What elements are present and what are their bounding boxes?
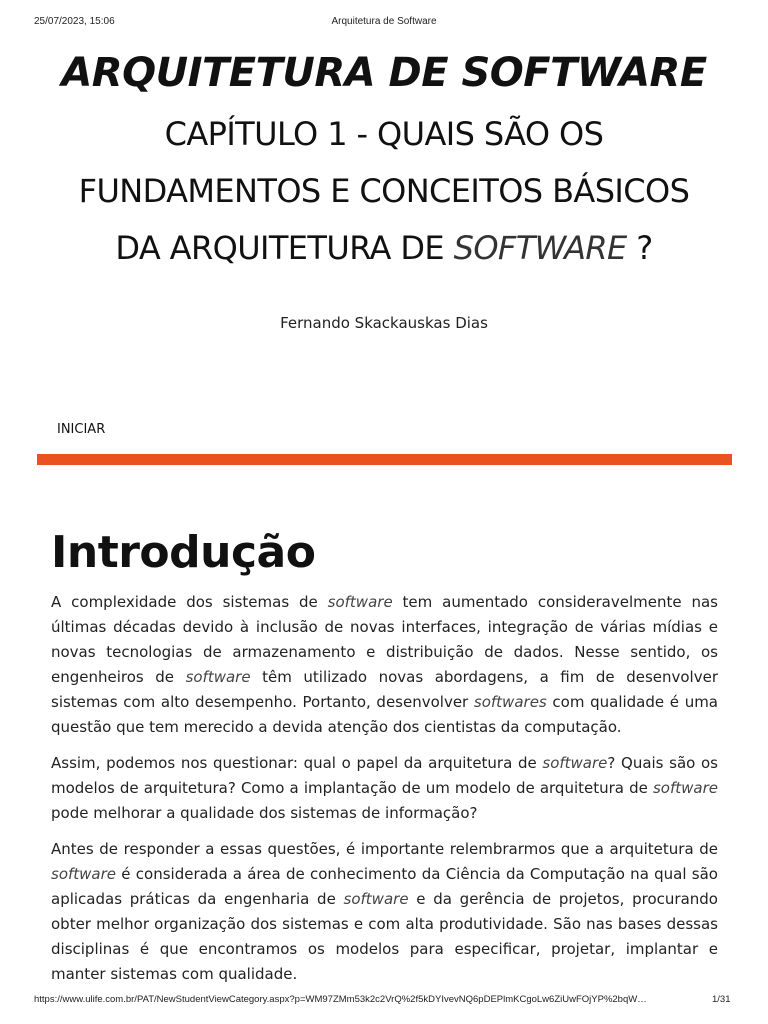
text-run: ? Quais são os modelos de arquitetura? Como a implantação de um modelo de arquitetura de bbox=[51, 754, 718, 797]
text-run: Antes de responder a essas questões, é importante relembrarmos que a arquitetura de bbox=[51, 840, 718, 858]
text-run: A complexidade dos sistemas de bbox=[51, 593, 328, 611]
print-url: https://www.ulife.com.br/PAT/NewStudentViewCategory.aspx?p=WM97ZMm53k2c2VrQ%2f5kDYIvevNQ6pDEPlmKCgoLw6ZiUwFOjYP%2bqW… bbox=[34, 994, 647, 1005]
intro-paragraph-2 bbox=[51, 751, 718, 826]
intro-content bbox=[51, 590, 718, 998]
intro-paragraph-1 bbox=[51, 590, 718, 740]
author-name: Fernando Skackauskas Dias bbox=[280, 314, 488, 332]
chapter-title bbox=[24, 106, 744, 277]
text-run: pode melhorar a qualidade dos sistemas de informação? bbox=[51, 804, 478, 822]
intro-paragraph-3 bbox=[51, 837, 718, 987]
print-page-title: Arquitetura de Software bbox=[331, 16, 437, 27]
main-title: ARQUITETURA DE SOFTWARE bbox=[61, 50, 707, 96]
text-emphasis: software bbox=[51, 865, 117, 883]
text-emphasis: software bbox=[327, 593, 393, 611]
text-emphasis: softwares bbox=[473, 693, 547, 711]
chapter-title-line3-suffix: ? bbox=[626, 229, 653, 267]
print-page-number: 1/31 bbox=[712, 994, 731, 1005]
chapter-title-line1: CAPÍTULO 1 - QUAIS SÃO OS bbox=[164, 115, 604, 153]
chapter-title-line3-prefix: DA ARQUITETURA DE bbox=[115, 229, 454, 267]
text-emphasis: software bbox=[542, 754, 608, 772]
print-date: 25/07/2023, 15:06 bbox=[34, 16, 115, 27]
start-button[interactable]: INICIAR bbox=[57, 422, 106, 437]
accent-divider bbox=[37, 454, 732, 465]
text-emphasis: software bbox=[185, 668, 251, 686]
text-run: e da gerência de projetos, procurando obter melhor organização dos sistemas e com alta produtividade. São nas bases dessas disciplinas é que encontramos os modelos para especificar, projetar, implantar e manter sistemas com qualidade. bbox=[51, 890, 718, 983]
text-run: tem aumentado consideravelmente nas últimas décadas devido à inclusão de novas interfaces, integração de várias mídias e novas tecnologias de armazenamento e distribuição de dados. Nesse sentido, os engenheiros de bbox=[51, 593, 718, 686]
text-run: com qualidade é uma questão que tem merecido a devida atenção dos cientistas da computação. bbox=[51, 693, 719, 736]
print-header bbox=[0, 16, 768, 30]
text-run: é considerada a área de conhecimento da Ciência da Computação na qual são aplicadas práticas da engenharia de bbox=[51, 865, 718, 908]
text-run: Assim, podemos nos questionar: qual o papel da arquitetura de bbox=[51, 754, 543, 772]
text-emphasis: software bbox=[343, 890, 409, 908]
text-emphasis: software bbox=[652, 779, 718, 797]
intro-heading: Introdução bbox=[51, 527, 316, 578]
chapter-title-software-em: SOFTWARE bbox=[453, 229, 627, 267]
text-run: têm utilizado novas abordagens, a fim de desenvolver sistemas com alto desempenho. Portanto, desenvolver bbox=[51, 668, 718, 711]
chapter-title-line2: FUNDAMENTOS E CONCEITOS BÁSICOS bbox=[78, 172, 690, 210]
print-footer bbox=[0, 994, 768, 1008]
